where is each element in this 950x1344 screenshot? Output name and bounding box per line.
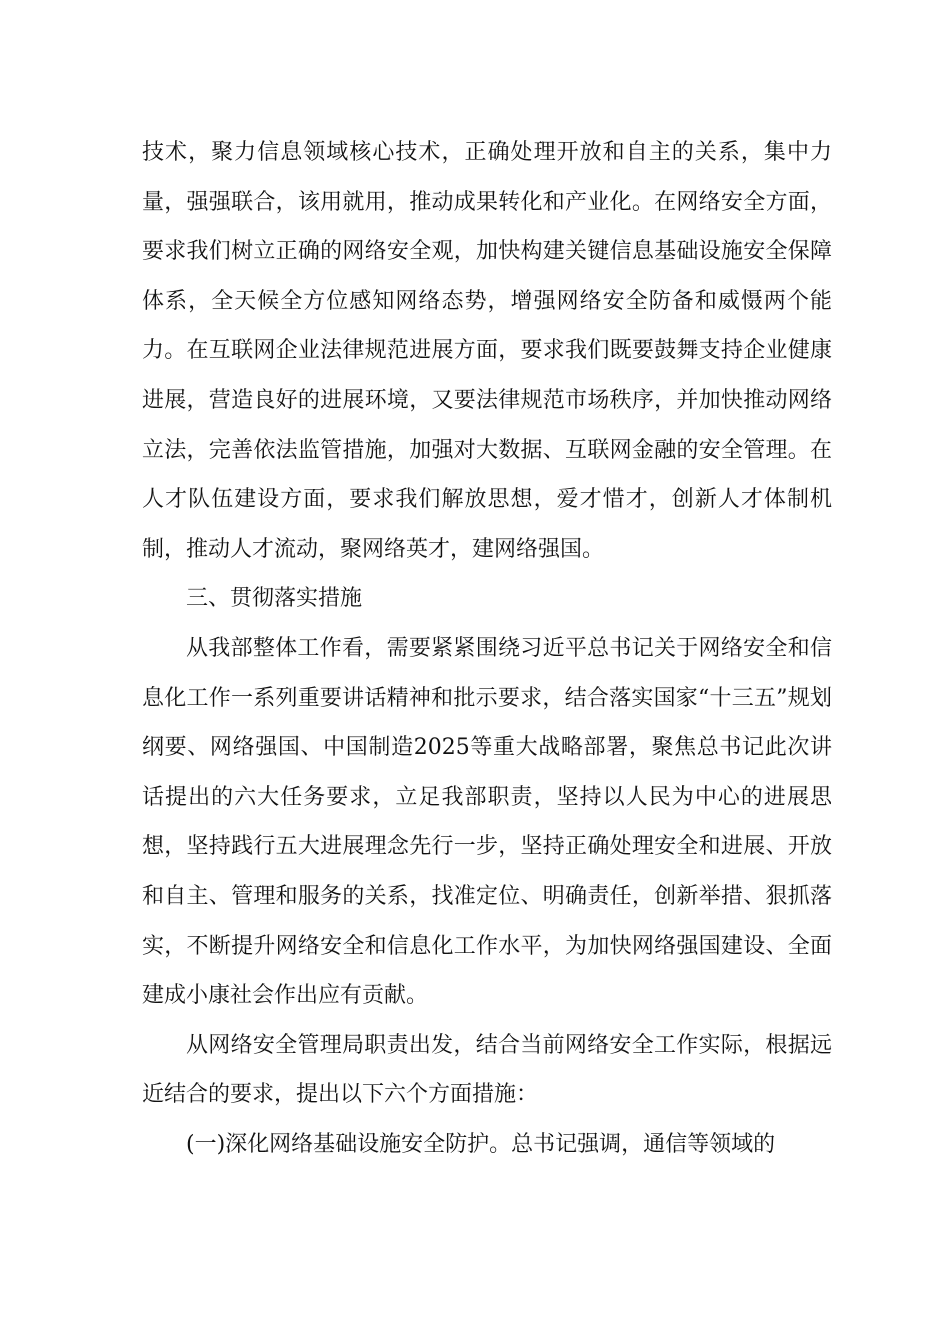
- paragraph-measure-one: (一)深化网络基础设施安全防护。总书记强调，通信等领域的: [186, 1131, 776, 1157]
- paragraph-six-measures-intro: 从网络安全管理局职责出发，结合当前网络安全工作实际，根据远近结合的要求，提出以下六个方面措施：: [142, 1032, 832, 1108]
- section-heading-implementation-measures: 三、贯彻落实措施: [186, 586, 363, 612]
- document-body: [142, 128, 832, 1169]
- paragraph-overall-work: 从我部整体工作看，需要紧紧围绕习近平总书记关于网络安全和信息化工作一系列重要讲话精神和批示要求，结合落实国家“十三五”规划纲要、网络强国、中国制造2025等重大战略部署，聚焦总书记此次讲话提出的六大任务要求，立足我部职责，坚持以人民为中心的进展思想，坚持践行五大进展理念先行一步，坚持正确处理安全和进展、开放和自主、管理和服务的关系，找准定位、明确责任，创新举措、狠抓落实，不断提升网络安全和信息化工作水平，为加快网络强国建设、全面建成小康社会作出应有贡献。: [142, 635, 832, 1009]
- paragraph-talent-and-tech: 技术，聚力信息领域核心技术，正确处理开放和自主的关系，集中力量，强强联合，该用就用，推动成果转化和产业化。在网络安全方面，要求我们树立正确的网络安全观，加快构建关键信息基础设施安全保障体系，全天候全方位感知网络态势，增强网络安全防备和威慑两个能力。在互联网企业法律规范进展方面，要求我们既要鼓舞支持企业健康进展，营造良好的进展环境，又要法律规范市场秩序，并加快推动网络立法，完善依法监管措施，加强对大数据、互联网金融的安全管理。在人才队伍建设方面，要求我们解放思想，爱才惜才，创新人才体制机制，推动人才流动，聚网络英才，建网络强国。: [142, 140, 832, 562]
